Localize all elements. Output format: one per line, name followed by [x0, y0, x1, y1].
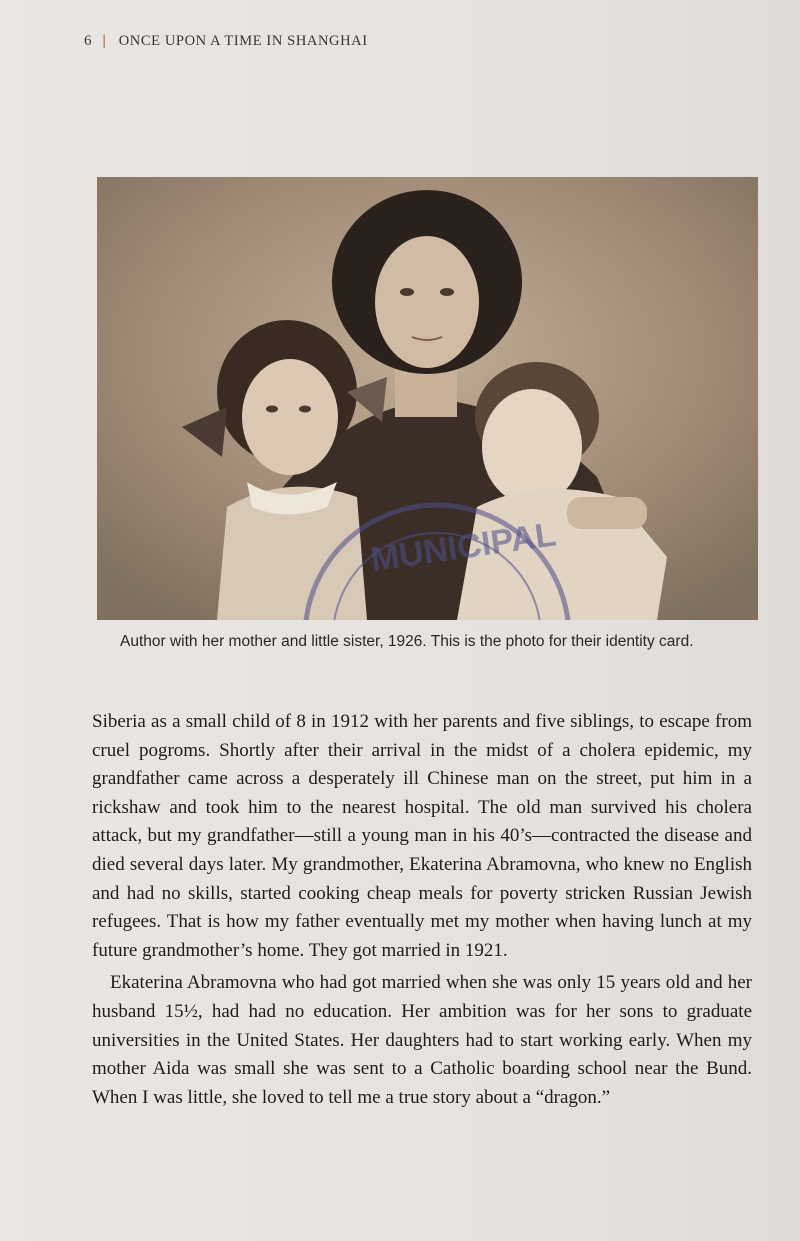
separator-bar: | [102, 33, 107, 49]
stamp-text: MUNICIPAL [368, 515, 559, 579]
body-text [92, 708, 752, 1112]
photo-caption: Author with her mother and little sister, 1926. This is the photo for their identity card. [120, 633, 694, 650]
book-title: ONCE UPON A TIME IN SHANGHAI [118, 33, 368, 49]
photo-illustration [97, 177, 758, 620]
page-number: 6 [84, 33, 93, 49]
family-photograph [97, 177, 758, 620]
running-head [84, 33, 368, 50]
paragraph: Ekaterina Abramovna who had got married when she was only 15 years old and her husband 15½, had had no education. Her ambition was for her sons to graduate universities in the United States. Her daughters had to start working early. When my mother Aida was small she was sent to a Catholic boarding school near the Bund. When I was little, she loved to tell me a true story about a “dragon.” [92, 972, 752, 1108]
paragraph: Siberia as a small child of 8 in 1912 with her parents and five siblings, to escape from cruel pogroms. Shortly after their arrival in the midst of a cholera epidemic, my grandfather came across a desperately ill Chinese man on the street, put him in a rickshaw and took him to the nearest hospital. The old man survived his cholera attack, but my grandfather—still a young man in his 40’s—contracted the disease and died several days later. My grandmother, Ekaterina Abramovna, who knew no English and had no skills, started cooking cheap meals for poverty stricken Russian Jewish refugees. That is how my father eventually met my mother when having lunch at my future grandmother’s home. They got married in 1921. [92, 711, 752, 961]
